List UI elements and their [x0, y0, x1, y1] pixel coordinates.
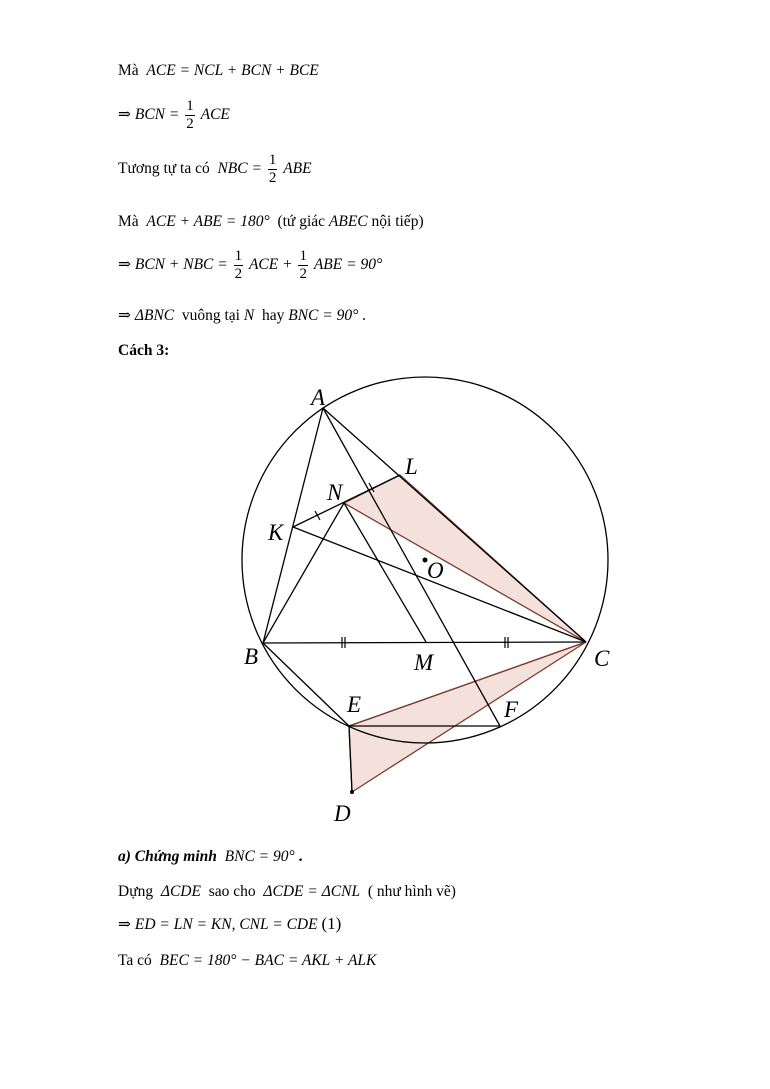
implies-symbol: ⇒: [118, 916, 131, 933]
math-mid: ACE +: [248, 256, 293, 274]
period: .: [362, 307, 367, 324]
math-lhs: BCN + NBC =: [134, 256, 228, 274]
label-l: L: [405, 454, 418, 479]
fraction-numerator: 1: [299, 248, 307, 264]
part-a-label: a) Chứng minh: [118, 848, 217, 865]
triangle-name: ΔBNC: [134, 307, 175, 324]
line-lead: Mà: [118, 62, 139, 79]
math-expression: ACE = NCL + BCN + BCE: [146, 62, 319, 79]
fraction-numerator: 1: [268, 152, 277, 168]
fraction-numerator: 1: [234, 248, 243, 264]
math-expression: BEC = 180° − BAC = AKL + ALK: [159, 952, 377, 969]
label-e: E: [347, 692, 362, 717]
segment-bc: [263, 642, 586, 643]
label-n: N: [327, 480, 343, 505]
line-lead: Mà: [118, 213, 139, 230]
math-expression: BNC = 90°: [288, 307, 359, 324]
label-f: F: [504, 697, 519, 722]
text-line-s2: [118, 914, 341, 934]
implies-symbol: ⇒: [118, 307, 131, 324]
text-hay: hay: [261, 307, 285, 324]
math-rhs: ABE: [283, 160, 312, 178]
text-line-s3: [118, 952, 376, 970]
part-a-heading: [118, 848, 302, 866]
line-lead: Dựng: [118, 883, 154, 900]
fraction-numerator: 1: [186, 98, 194, 114]
implies-symbol: ⇒: [118, 256, 131, 274]
fraction-denominator: 2: [186, 116, 194, 132]
math-lhs: NBC =: [217, 160, 262, 178]
fraction-denominator: 2: [268, 170, 277, 186]
math-rhs: ABE = 90°: [313, 256, 383, 274]
label-a: A: [311, 385, 326, 410]
math-lhs: BCN =: [134, 106, 180, 124]
label-m: M: [414, 650, 434, 675]
text-vuong: vuông tại: [181, 307, 240, 324]
label-o: O: [427, 558, 444, 583]
note-open: (tứ giác: [277, 213, 326, 230]
note: ( như hình vẽ): [367, 883, 456, 900]
segment-ac: [323, 408, 586, 642]
implies-symbol: ⇒: [118, 106, 131, 124]
math-expression: ED = LN = KN, CNL = CDE: [134, 916, 318, 933]
period: .: [298, 848, 303, 865]
math-expression: ACE + ABE = 180°: [146, 213, 270, 230]
text-sao-cho: sao cho: [208, 883, 256, 900]
note-close: nội tiếp): [371, 213, 424, 230]
section-heading: Cách 3:: [118, 342, 170, 359]
triangle-name: ΔCDE: [160, 883, 201, 900]
quadrilateral-name: ABEC: [328, 213, 368, 230]
point-d: [350, 790, 354, 794]
line-lead: Tương tự ta có: [118, 160, 210, 178]
segment-be: [263, 643, 349, 726]
triangle-cnl: [344, 475, 586, 642]
triangle-cde: [349, 642, 586, 792]
label-k: K: [268, 520, 284, 545]
point-name: N: [243, 307, 255, 324]
label-b: B: [244, 644, 259, 669]
label-c: C: [594, 646, 610, 671]
equation-tag: (1): [321, 914, 342, 933]
label-d: D: [334, 801, 351, 826]
math-expression: ΔCDE = ΔCNL: [263, 883, 361, 900]
line-lead: Ta có: [118, 952, 152, 969]
math-expression: BNC = 90°: [224, 848, 295, 865]
math-rhs: ACE: [200, 106, 230, 124]
text-line-s1: [118, 883, 456, 901]
fraction-denominator: 2: [299, 266, 307, 282]
fraction-denominator: 2: [234, 266, 243, 282]
